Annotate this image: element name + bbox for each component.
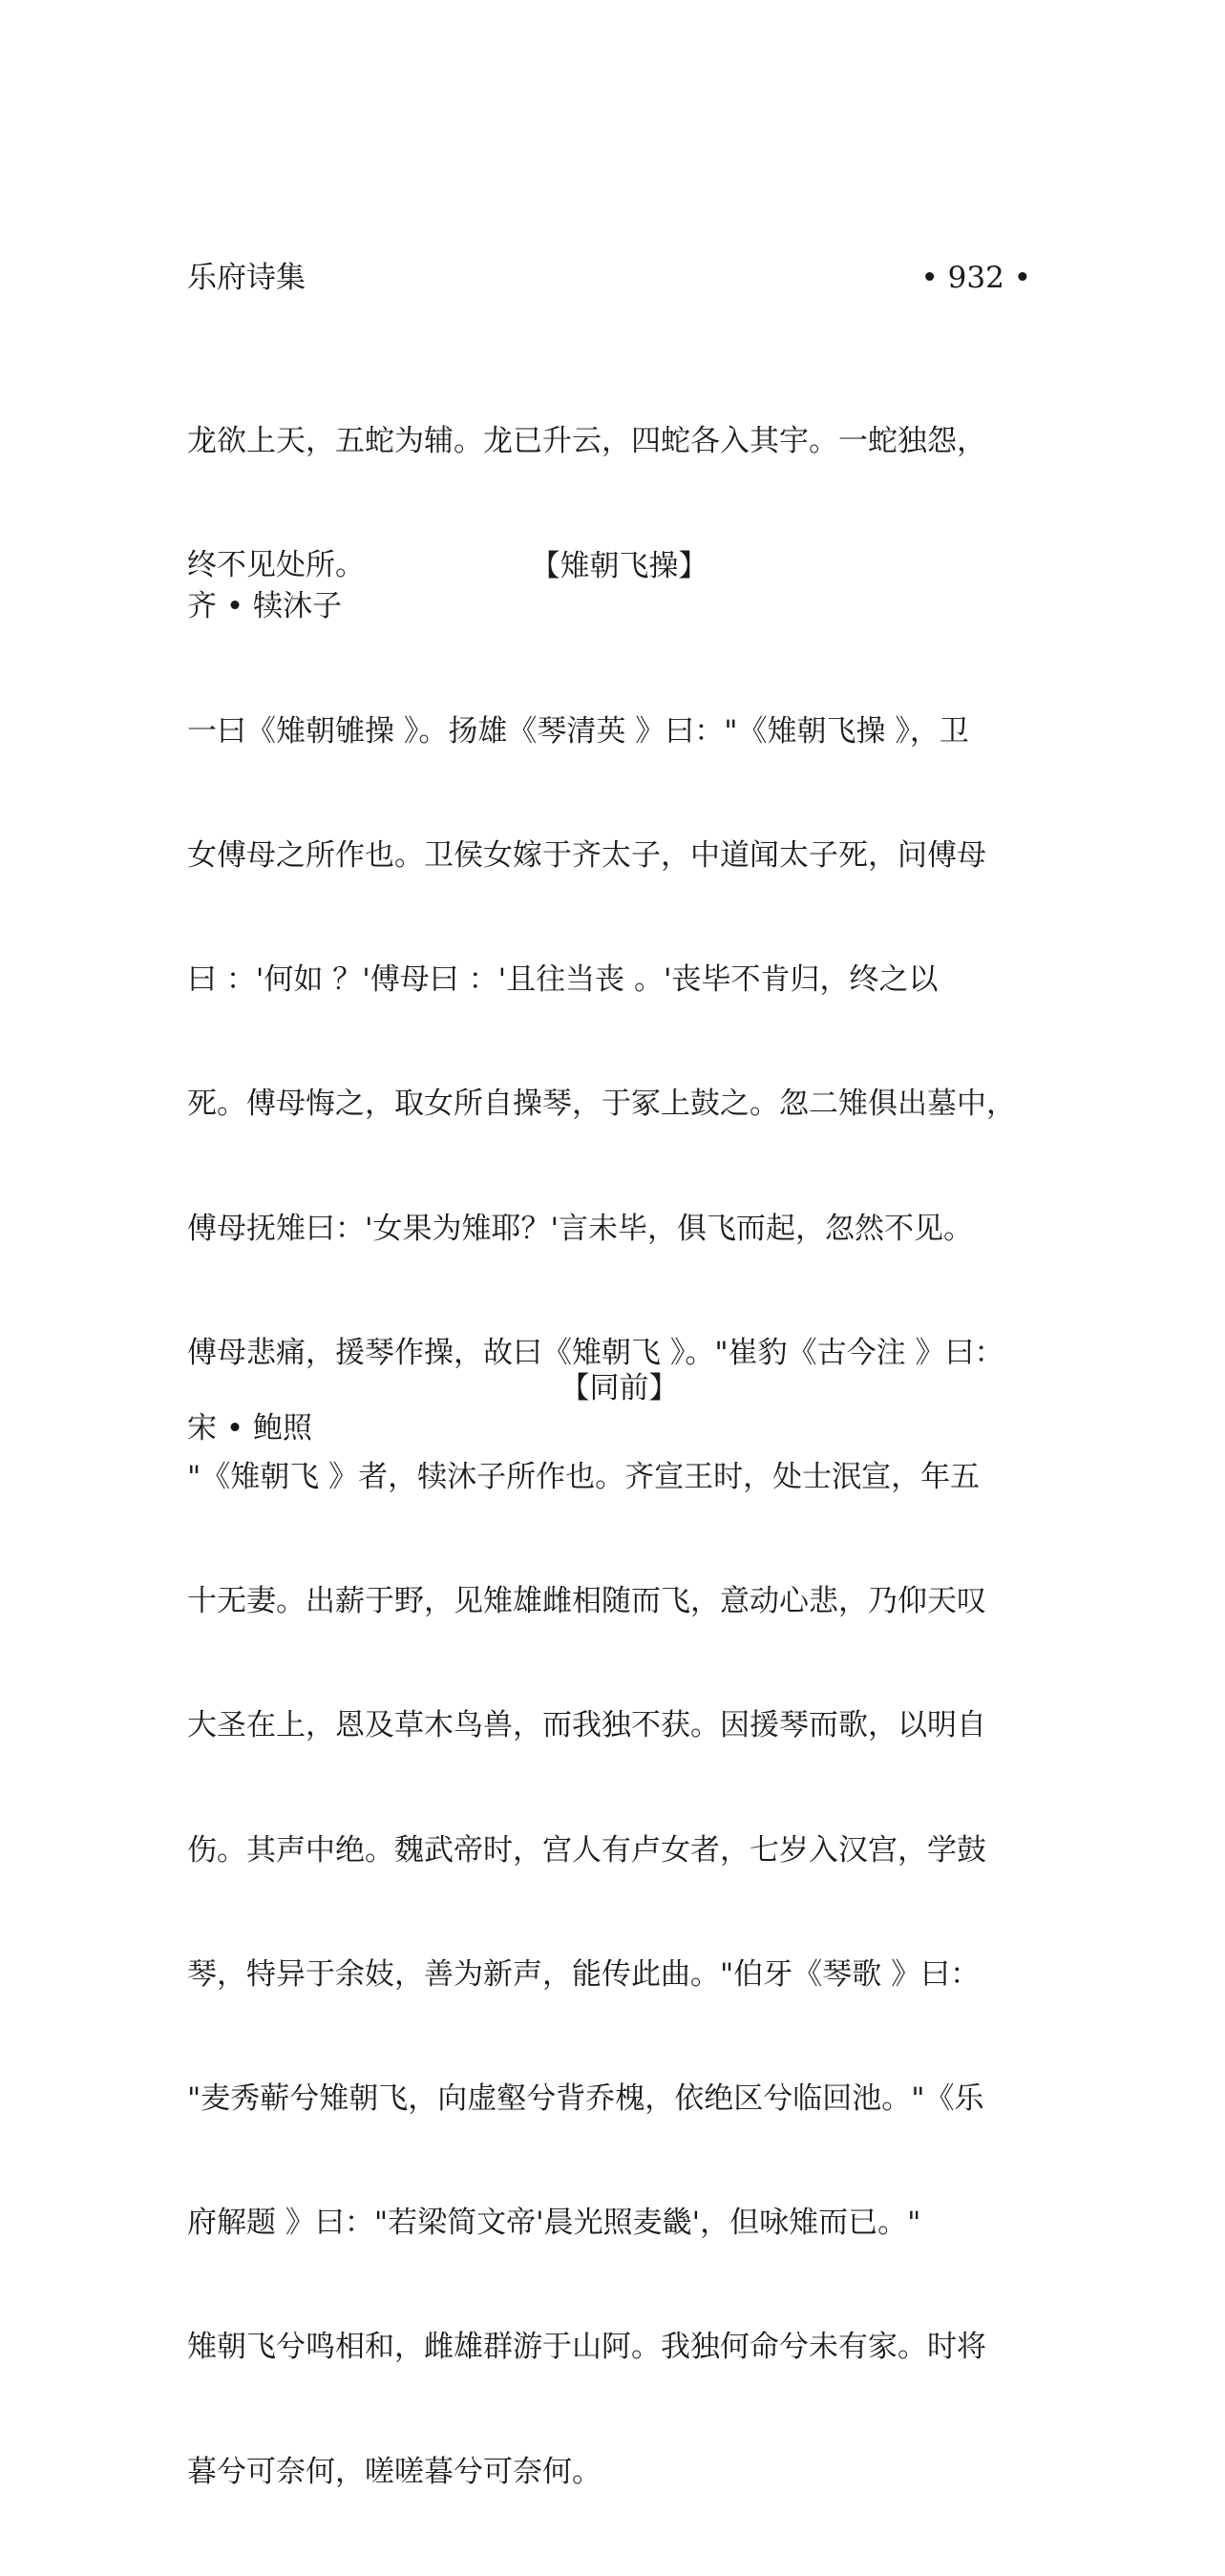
text-line: 傅母悲痛，援琴作操，故曰《雉朝飞 》。"崔豹《古今注 》曰： (187, 1335, 1004, 1370)
section-author: 齐 • 犊沐子 (187, 589, 342, 623)
text-line: 暮兮可奈何，嗟嗟暮兮可奈何。 (187, 2454, 602, 2489)
text-line: 府解题 》曰："若梁简文帝'晨光照麦畿'，但咏雉而已。" (187, 2206, 921, 2241)
text-line: 伤。其声中绝。魏武帝时，宫人有卢女者，七岁入汉宫，学鼓 (187, 1832, 986, 1868)
text-line: 傅母抚雉曰：'女果为雉耶？'言未毕，俱飞而起，忽然不见。 (187, 1211, 974, 1246)
section-title: 【同前】 (560, 1371, 679, 1405)
text-line: 琴，特异于余妓，善为新声，能传此曲。"伯牙《琴歌 》曰： (187, 1956, 981, 1992)
text-line: 终不见处所。 (187, 548, 365, 583)
text-line: 龙欲上天，五蛇为辅。龙已升云，四蛇各入其宇。一蛇独怨， (187, 423, 986, 458)
section-body (187, 628, 1051, 2576)
text-line: 十无妻。出薪于野，见雉雄雌相随而飞，意动心悲，乃仰天叹 (187, 1584, 986, 1619)
book-title: 乐府诗集 (187, 261, 306, 295)
text-line: "《雉朝飞 》者，犊沐子所作也。齐宣王时，处士泯宣，年五 (187, 1460, 981, 1495)
page-number: • 932 • (920, 261, 1031, 295)
text-line: 女傅母之所作也。卫侯女嫁于齐太子，中道闻太子死，问傅母 (187, 838, 986, 874)
text-line: 曰 ：'何如 ？'傅母曰 ：'且往当丧 。'丧毕不肯归，终之以 (187, 962, 939, 998)
page-header (187, 256, 1031, 300)
section-author: 宋 • 鲍照 (187, 1411, 312, 1446)
text-line: "麦秀蕲兮雉朝飞，向虚壑兮背乔槐，依绝区兮临回池。"《乐 (187, 2081, 984, 2117)
text-line: 一曰《雉朝雊操 》。扬雄《琴清英 》曰："《雉朝飞操 》，卫 (187, 713, 969, 749)
text-line: 雉朝飞兮鸣相和，雌雄群游于山阿。我独何命兮未有家。时将 (187, 2330, 986, 2365)
text-line: 死。傅母悔之，取女所自操琴，于冢上鼓之。忽二雉俱出墓中， (187, 1087, 1016, 1122)
section-title: 【雉朝飞操】 (530, 549, 708, 583)
text-line: 大圣在上，恩及草木鸟兽，而我独不获。因援琴而歌，以明自 (187, 1708, 986, 1743)
